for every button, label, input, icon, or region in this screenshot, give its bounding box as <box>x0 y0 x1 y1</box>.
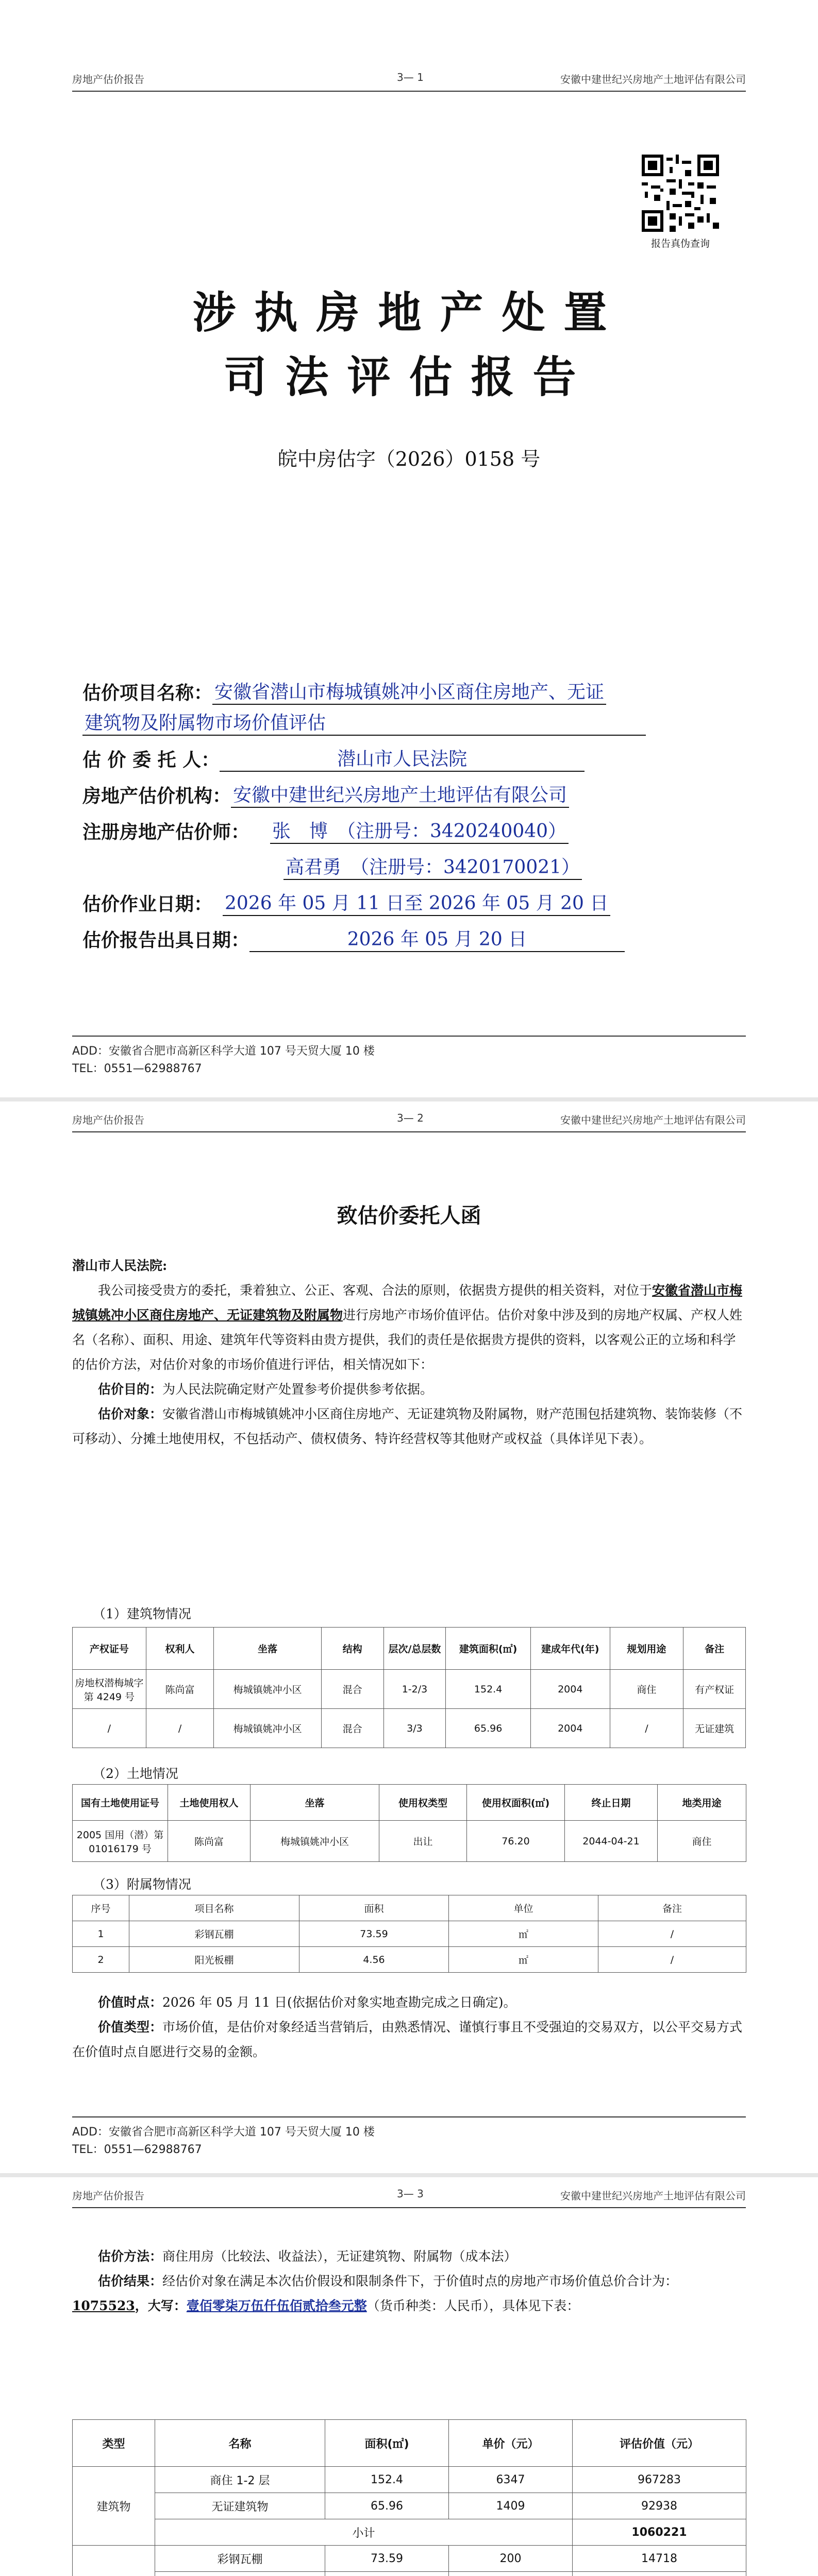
table-cell: 混合 <box>321 1670 383 1709</box>
table-cell: / <box>73 1709 146 1748</box>
col-header: 使用权面积(㎡) <box>467 1785 565 1821</box>
table-row <box>73 2572 746 2576</box>
subtotal-row <box>73 2519 746 2546</box>
purpose-label: 估价目的： <box>98 1382 163 1397</box>
result-text-b: ，大写： <box>135 2298 187 2313</box>
issue-date-label: 估价报告出具日期： <box>82 929 250 951</box>
appraiser-2: 高君勇 （注册号：3420170021） <box>283 853 582 880</box>
table-cell <box>325 2572 449 2576</box>
subtotal-label: 小计 <box>155 2519 573 2546</box>
work-date-row <box>82 889 736 916</box>
work-date: 2026 年 05 月 11 日至 2026 年 05 月 20 日 <box>223 889 610 916</box>
client-label: 估 价 委 托 人： <box>82 749 220 771</box>
col-header: 备注 <box>683 1628 746 1670</box>
table-cell: 2005 国用（潜）第 01016179 号 <box>73 1821 168 1862</box>
project-row-2 <box>82 708 736 736</box>
table-cell: 6347 <box>449 2467 573 2493</box>
page-footer <box>72 2116 746 2159</box>
header-company: 安徽中建世纪兴房地产土地评估有限公司 <box>560 1114 746 1126</box>
table-cell: 14718 <box>573 2546 746 2572</box>
col-header: 坐落 <box>251 1785 379 1821</box>
subtotal-value: 1060221 <box>573 2519 746 2546</box>
col-header: 建成年代(年) <box>530 1628 610 1670</box>
client-name: 潜山市人民法院 <box>220 744 585 772</box>
table-cell: 967283 <box>573 2467 746 2493</box>
header-page-number: 3— 3 <box>397 2188 424 2200</box>
document-number: 皖中房估字（2026）0158 号 <box>277 448 541 470</box>
org-name: 安徽中建世纪兴房地产土地评估有限公司 <box>231 781 569 808</box>
result-page <box>0 2177 818 2576</box>
value-date-label: 价值时点： <box>98 1995 163 2010</box>
table-cell: 梅城镇姚冲小区 <box>251 1821 379 1862</box>
attachment-table <box>72 1895 746 1973</box>
table-cell: 彩钢瓦棚 <box>155 2546 325 2572</box>
table-cell <box>449 2572 573 2576</box>
table-header-row <box>73 1895 746 1921</box>
table-cell: 73.59 <box>325 2546 449 2572</box>
header-company: 安徽中建世纪兴房地产土地评估有限公司 <box>560 73 746 86</box>
issue-date-row <box>82 925 736 952</box>
table-cell: 商住 <box>610 1670 683 1709</box>
table-cell: 2 <box>73 1947 129 1973</box>
table-row <box>73 2546 746 2572</box>
table-cell: 2044-04-21 <box>565 1821 658 1862</box>
work-date-label: 估价作业日期： <box>82 893 213 915</box>
col-header: 类型 <box>73 2420 155 2467</box>
table-row <box>73 1821 746 1862</box>
value-type-text: 市场价值，是估价对象经适当营销后，由熟悉情况、谨慎行事且不受强迫的交易双方，以公平交易方式在价值时点自愿进行交易的金额。 <box>72 2020 743 2059</box>
table-cell: 152.4 <box>325 2467 449 2493</box>
col-header: 单位 <box>449 1895 598 1921</box>
table-cell: 梅城镇姚冲小区 <box>214 1670 322 1709</box>
col-header: 地类用途 <box>658 1785 746 1821</box>
intro-text-c: 进行房地产市场价值评估。估价对象中涉及到的房地产权属、产权人姓名（名称）、面积、用途、建筑年代等资料由贵方提供，我们的责任是依据贵方提供的资料，以客观公正的立场和科学的估价方法，对估价对象的市场价值进行评估，相关情况如下： <box>72 1308 743 1372</box>
header-left: 房地产估价报告 <box>72 2190 144 2202</box>
page-header <box>72 1112 746 1132</box>
category-attachment <box>73 2546 155 2576</box>
footer-tel: TEL：0551—62988767 <box>72 2143 202 2156</box>
object-text: 安徽省潜山市梅城镇姚冲小区商住房地产、无证建筑物及附属物，财产范围包括建筑物、装饰装修（不可移动）、分摊土地使用权，不包括动产、债权债务、特许经营权等其他财产或权益（具体详见下表）。 <box>72 1406 743 1446</box>
result-number: 1075523 <box>72 2298 135 2313</box>
table-cell: ㎡ <box>449 1947 598 1973</box>
value-table <box>72 2419 746 2576</box>
header-page-number: 3— 2 <box>397 1112 424 1124</box>
col-header: 层次/总层数 <box>383 1628 446 1670</box>
table-cell: 梅城镇姚冲小区 <box>214 1709 322 1748</box>
intro-text-a: 我公司接受贵方的委托，秉着独立、公正、客观、合法的原则，依据贵方提供的相关资料，对位于 <box>98 1283 653 1298</box>
result-paragraph <box>72 2269 746 2318</box>
page-header <box>72 71 746 92</box>
table-row <box>73 1670 746 1709</box>
result-words: 壹佰零柒万伍仟伍佰贰拾叁元整 <box>186 2298 367 2313</box>
table-cell: 1-2/3 <box>383 1670 446 1709</box>
table-cell: / <box>598 1947 746 1973</box>
project-name-2: 建筑物及附属物市场价值评估 <box>82 708 646 736</box>
table-header-row <box>73 1785 746 1821</box>
table-cell: 1409 <box>449 2493 573 2519</box>
intro-text-subject: 安徽省潜山市梅城镇姚冲小区商住房地产、无证建筑物及附属物 <box>72 1283 743 1323</box>
table-cell: / <box>146 1709 214 1748</box>
section-attachments: （3）附属物情况 <box>93 1877 191 1892</box>
col-header: 面积 <box>299 1895 449 1921</box>
method-result-block <box>72 2244 746 2318</box>
section-building: （1）建筑物情况 <box>93 1606 191 1621</box>
intro-paragraph <box>72 1278 746 1377</box>
header-company: 安徽中建世纪兴房地产土地评估有限公司 <box>560 2190 746 2202</box>
value-date-block <box>72 1990 746 2064</box>
col-header: 坐落 <box>214 1628 322 1670</box>
table-cell: 200 <box>449 2546 573 2572</box>
header-left: 房地产估价报告 <box>72 1114 144 1126</box>
project-label: 估价项目名称： <box>82 682 213 704</box>
appraiser-row-2 <box>82 853 736 880</box>
table-cell: 陈尚富 <box>168 1821 251 1862</box>
table-row <box>73 1921 746 1947</box>
col-header: 结构 <box>321 1628 383 1670</box>
table-cell: 152.4 <box>446 1670 531 1709</box>
method-label: 估价方法： <box>98 2249 163 2264</box>
letter-page <box>0 1101 818 2173</box>
table-header-row <box>73 2420 746 2467</box>
method-text: 商住用房（比较法、收益法），无证建筑物、附属物（成本法） <box>162 2249 517 2264</box>
object-paragraph <box>72 1402 746 1451</box>
col-header: 建筑面积(㎡) <box>446 1628 531 1670</box>
col-header: 使用权类型 <box>379 1785 467 1821</box>
result-label: 估价结果： <box>98 2274 163 2289</box>
table-row <box>73 1947 746 1973</box>
table-header-row <box>73 1628 746 1670</box>
table-cell: 有产权证 <box>683 1670 746 1709</box>
qr-label: 报告真伪查询 <box>650 238 710 249</box>
col-header: 国有土地使用证号 <box>73 1785 168 1821</box>
col-header: 名称 <box>155 2420 325 2467</box>
section-land: （2）土地情况 <box>93 1766 178 1781</box>
col-header: 产权证号 <box>73 1628 146 1670</box>
object-label: 估价对象： <box>98 1406 163 1421</box>
purpose-text: 为人民法院确定财产处置参考价提供参考依据。 <box>162 1382 433 1397</box>
table-cell <box>155 2572 325 2576</box>
method-paragraph <box>72 2244 746 2269</box>
category-building: 建筑物 <box>73 2467 155 2546</box>
table-cell: 4.56 <box>299 1947 449 1973</box>
col-header: 单价（元） <box>449 2420 573 2467</box>
table-cell: ㎡ <box>449 1921 598 1947</box>
col-header: 规划用途 <box>610 1628 683 1670</box>
table-cell: 73.59 <box>299 1921 449 1947</box>
salutation: 潜山市人民法院: <box>72 1258 168 1273</box>
table-cell: 出让 <box>379 1821 467 1862</box>
table-row <box>73 2467 746 2493</box>
table-cell <box>573 2572 746 2576</box>
value-type-paragraph <box>72 2015 746 2064</box>
table-row <box>73 1709 746 1748</box>
report-title-line1: 涉执房地产处置 <box>192 287 626 338</box>
table-cell: 65.96 <box>446 1709 531 1748</box>
cover-page <box>0 0 818 1097</box>
value-date-paragraph <box>72 1990 746 2015</box>
letter-title: 致估价委托人函 <box>337 1204 481 1228</box>
table-cell: 3/3 <box>383 1709 446 1748</box>
table-cell: 彩钢瓦棚 <box>129 1921 299 1947</box>
table-cell: 混合 <box>321 1709 383 1748</box>
client-row <box>82 744 736 772</box>
org-row <box>82 781 736 808</box>
table-cell: 2004 <box>530 1670 610 1709</box>
project-row <box>82 677 736 705</box>
table-cell: 商住 <box>658 1821 746 1862</box>
result-text-c: （货币种类：人民币），具体见下表： <box>366 2298 580 2313</box>
result-text-a: 经估价对象在满足本次估价假设和限制条件下，于价值时点的房地产市场价值总价合计为： <box>162 2274 678 2289</box>
table-cell: 房地权潜梅城字第 4249 号 <box>73 1670 146 1709</box>
letter-body <box>72 1253 746 1451</box>
header-left: 房地产估价报告 <box>72 73 144 86</box>
appraiser-label: 注册房地产估价师： <box>82 821 250 843</box>
table-cell: 阳光板棚 <box>129 1947 299 1973</box>
table-cell: 无证建筑物 <box>155 2493 325 2519</box>
building-table <box>72 1627 746 1748</box>
appraiser-row <box>82 817 736 844</box>
table-cell: 商住 1-2 层 <box>155 2467 325 2493</box>
col-header: 终止日期 <box>565 1785 658 1821</box>
table-cell: / <box>598 1921 746 1947</box>
header-page-number: 3— 1 <box>397 71 424 83</box>
table-cell: 92938 <box>573 2493 746 2519</box>
appraiser-1: 张 博 （注册号：3420240040） <box>270 817 569 844</box>
purpose-paragraph <box>72 1377 746 1402</box>
col-header: 评估价值（元） <box>573 2420 746 2467</box>
land-table <box>72 1784 746 1862</box>
value-type-label: 价值类型： <box>98 2020 163 2035</box>
qr-code-icon[interactable] <box>642 155 719 232</box>
value-date-text: 2026 年 05 月 11 日(依据估价对象实地查勘完成之日确定)。 <box>162 1995 516 2010</box>
table-cell: / <box>610 1709 683 1748</box>
table-cell: 2004 <box>530 1709 610 1748</box>
page-footer <box>72 1036 746 1078</box>
org-label: 房地产估价机构： <box>82 785 231 807</box>
col-header: 序号 <box>73 1895 129 1921</box>
project-name: 安徽省潜山市梅城镇姚冲小区商住房地产、无证 <box>212 677 606 705</box>
table-row <box>73 2493 746 2519</box>
table-cell: 1 <box>73 1921 129 1947</box>
footer-address: ADD：安徽省合肥市高新区科学大道 107 号天贸大厦 10 楼 <box>72 2126 375 2139</box>
table-cell: 陈尚富 <box>146 1670 214 1709</box>
footer-tel: TEL：0551—62988767 <box>72 1062 202 1075</box>
col-header: 权利人 <box>146 1628 214 1670</box>
report-title-line2: 司法评估报告 <box>223 351 595 402</box>
col-header: 土地使用权人 <box>168 1785 251 1821</box>
issue-date: 2026 年 05 月 20 日 <box>249 925 625 952</box>
table-cell: 65.96 <box>325 2493 449 2519</box>
footer-address: ADD：安徽省合肥市高新区科学大道 107 号天贸大厦 10 楼 <box>72 1045 375 1058</box>
col-header: 项目名称 <box>129 1895 299 1921</box>
table-cell: 76.20 <box>467 1821 565 1862</box>
page-header <box>72 2188 746 2208</box>
col-header: 面积(㎡) <box>325 2420 449 2467</box>
table-cell: 无证建筑 <box>683 1709 746 1748</box>
col-header: 备注 <box>598 1895 746 1921</box>
